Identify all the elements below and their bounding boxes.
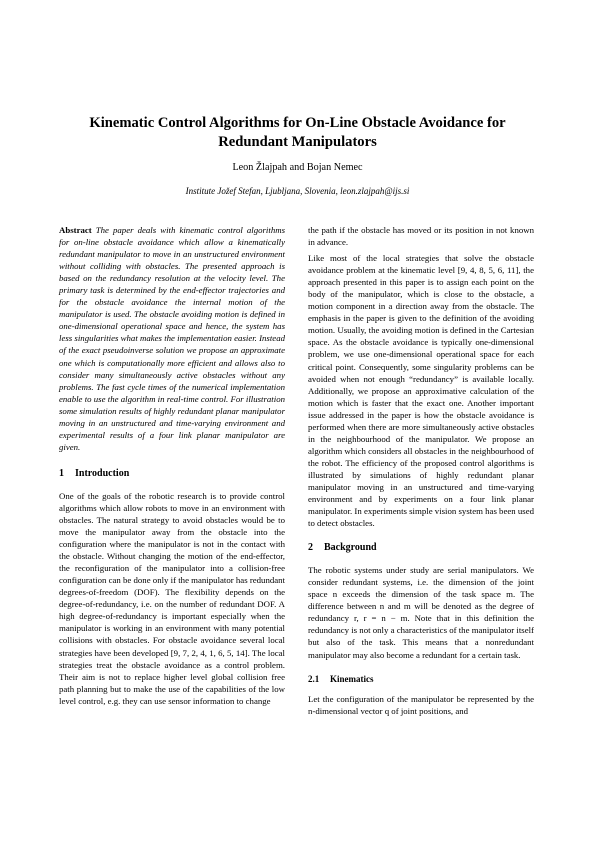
abstract-text: The paper deals with kinematic control algorithms for on-line obstacle avoidance which allow a kinematically redundant manipulator to move in an unstructured environment without colliding with obstacles. The presented approach is based on the redundancy resolution at the velocity level. The primary task is determined by the end-effector trajectories and for the obstacle avoidance the internal motion of the manipulator is used. The obstacle avoiding motion is defined in one-dimensional operational space and hence, the system has less singularities what makes the implementation easier. Instead of the exact pseudoinverse solution we propose an approximate one which is computationally more efficient and allows also to consider many simultaneously active obstacles without any problems. The fast cycle times of the numerical implementation enable to use the algorithm in real-time control. For illustration some simulation results of highly redundant planar manipulator moving in an unstructured and time-varying environment and experimental results of a four link planar manipulator are given. [59, 225, 285, 452]
section-number: 1 [59, 467, 64, 479]
right-column [308, 224, 534, 717]
section-title: Background [324, 542, 377, 554]
subsection-title: Kinematics [330, 673, 374, 684]
abstract [59, 224, 285, 453]
kinematics-paragraph: Let the configuration of the manipulator be represented by the n-dimensional vector q of joint positions, and [308, 693, 534, 716]
introduction-paragraph-1-continued: the path if the obstacle has moved or its position in not known in advance. [308, 225, 534, 248]
section-heading-introduction [59, 467, 285, 480]
affiliation: Institute Jožef Stefan, Ljubljana, Slovenia, leon.zlajpah@ijs.si [185, 186, 410, 196]
left-column [59, 224, 285, 707]
section-heading-background [308, 541, 534, 554]
introduction-paragraph-2: Like most of the local strategies that solve the obstacle avoidance problem at the kinematic level [9, 4, 8, 5, 6, 11], the approach presented in this paper is to assign each point on the body of the manipulator, which is close to the obstacle, a motion component in a direction away from the obstacle. The emphasis in the paper is given to the definition of the avoiding motion. Usually, the avoiding motion is defined in the Cartesian space. As the obstacle avoidance is typically one-dimensional problem, we use one-dimensional operational space for each critical point. Consequently, some singularity problems can be avoided when not enough “redundancy” is available locally. Additionally, we propose an approximative calculation of the motion which is faster that the exact one. Another important issue addressed in the paper is how the obstacle avoidance is performed when there are more simultaneously active obstacles in the neighbourhood of the manipulator. We propose an algorithm which considers all obstacles in the neighbourhood of the robot. The efficiency of the proposed control algorithms is illustrated by simulations of highly redundant planar manipulator moving in an unstructured and time-varying environment and by experiments on a four link planar manipulator. In experiments simple vision system has been used to detect obstacles. [308, 253, 534, 529]
abstract-label: Abstract [59, 225, 92, 235]
section-title: Introduction [75, 467, 130, 479]
subsection-number: 2.1 [308, 673, 320, 684]
authors: Leon Žlajpah and Bojan Nemec [232, 162, 363, 173]
subsection-heading-kinematics [308, 673, 534, 685]
section-number: 2 [308, 542, 313, 554]
background-paragraph: The robotic systems under study are serial manipulators. We consider redundant systems, i.e. the dimension of the joint space n exceeds the dimension of the task space m. The difference between n and m will be denoted as the degree of redundancy r, r = n − m. Note that in this definition the redundancy is not only a characteristics of the manipulator itself but also of the task. This means that a nonredundant manipulator may also become a redundant for a certain task. [308, 565, 534, 660]
introduction-paragraph-1: One of the goals of the robotic research is to provide control algorithms which allow robots to move in an environment with obstacles. The natural strategy to avoid obstacles would be to move the manipulator away from the obstacle into the configuration where the manipulator is not in the contact with the obstacle. Without changing the motion of the end-effector, the reconfiguration of the manipulator into a collision-free configuration can be done only if the manipulator has redundant degrees-of-freedom (DOF). The flexibility depends on the degree-of-redundancy, i.e. on the number of redundant DOF. A high degree-of-redundancy is important especially when the manipulator is working in an environment with many potential collisions with obstacles. For obstacle avoidance several local strategies have been developed [9, 7, 2, 4, 1, 6, 5, 14]. The local strategies treat the obstacle avoidance as a control problem. Their aim is not to replace higher level global collision free path planning but to make the use of the capabilities of the low level control, e.g. they can use sensor information to change [59, 490, 285, 706]
paper-title: Kinematic Control Algorithms for On-Line Obstacle Avoidance for Redundant Manipulators [89, 115, 506, 150]
